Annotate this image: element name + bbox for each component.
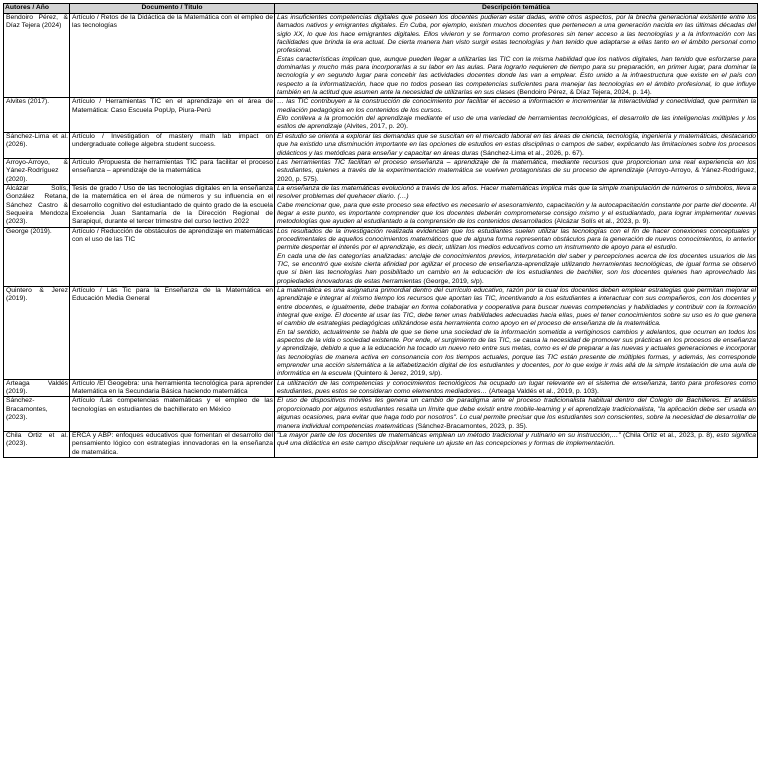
description-paragraph: [277, 432, 756, 449]
header-authors: Autores / Año: [4, 4, 70, 14]
quote-text: La enseñanza de las matemáticas evolucionó a través de los años. Hacer matemáticas implica más que la simple manipulación de números o símbolos, lleva a resolver problemas del quehacer diario. (…): [277, 184, 756, 201]
quote-tail-text: esto significa qu4 una didáctica en este campo disciplinar requiere un ajuste en las concepciones y formas de implementación.: [277, 431, 756, 448]
citation-text: (Quintero & Jerez, 2019, s/p).: [351, 370, 443, 378]
author-cell: Chila Ortiz et al. (2023).: [4, 431, 70, 457]
description-paragraph: [277, 98, 756, 115]
document-cell: Artículo / Investigation of mastery math lab impact on undergraduate college algebra student success.: [70, 132, 275, 158]
citation-text: (Alcázar Solís et al., 2023, p. 9).: [552, 218, 651, 226]
author-cell: Sánchez-Bracamontes, (2023).: [4, 397, 70, 431]
quote-text: La utilización de las competencias y conocimientos tecnológicos ha ocupado un lugar relevante en el sistema de enseñanza, tanto para profesores como estudiantes, pues estos se consideran como elementos mediadores…: [277, 379, 756, 396]
table-row: [4, 431, 758, 457]
table-header: [4, 4, 758, 14]
description-cell: [275, 397, 758, 431]
description-paragraph: [277, 133, 756, 158]
document-cell: ERCA y ABP: enfoques educativos que fomentan el desarrollo del pensamiento lógico con estrategias innovadoras en la enseñanza de matemática.: [70, 431, 275, 457]
document-cell: Artículo / Herramientas TIC en el aprendizaje en el área de Matemática: Caso Escuela PopUp, Piura-Perú: [70, 98, 275, 132]
citation-text: (George, 2019, s/p).: [421, 277, 484, 285]
description-paragraph: [277, 397, 756, 430]
description-cell: [275, 14, 758, 98]
description-cell: [275, 379, 758, 397]
description-paragraph: [277, 202, 756, 227]
literature-table: [3, 3, 758, 458]
author-cell: Quintero & Jerez (2019).: [4, 287, 70, 380]
document-cell: Artículo /Las competencias matemáticas y el empleo de las tecnologías en estudiantes de bachillerato en México: [70, 397, 275, 431]
header-row: [4, 4, 758, 14]
document-cell: Artículo / Reducción de obstáculos de aprendizaje en matemáticas con el uso de las TIC: [70, 227, 275, 286]
quote-text: Las insuficientes competencias digitales que poseen los docentes pudieran estar dadas, entre otros aspectos, por la brecha generacional existente entre los llamados nativos y emigrantes digitales. En Cuba, por ejemplo, existen muchos docentes que pertenecen a una generación nacida en las últimas décadas del siglo XX, lo que los hace emigrantes digitales. Ellos vivieron y se formaron como profesores sin tener acceso a las tecnologías y a la información con las facilidades que brinda la era actual. De cierta manera han visto surgir estas tecnologías y han tenido que adaptarse a ellas tanto en el ámbito personal como profesional.: [277, 14, 756, 55]
quote-text: … las TIC contribuyen a la construcción de conocimiento por facilitar el acceso a información e incrementar la interactividad y conectividad, que permiten la mediación pedagógica en los contenidos de los cursos.: [277, 98, 756, 114]
table-row: [4, 14, 758, 98]
author-cell: Alcázar Solís, González Retana, Sánchez Castro & Sequeira Mendoza (2023).: [4, 184, 70, 227]
table-row: [4, 227, 758, 286]
description-paragraph: [277, 228, 756, 253]
citation-text: (Alvites, 2017, p. 20).: [342, 123, 408, 131]
description-cell: [275, 184, 758, 227]
citation-text: (Arteaga Valdés et al., 2019, p. 103).: [487, 388, 599, 396]
citation-text: (Arroyo-Arroyo, & Yánez-Rodríguez, 2020, p. 575).: [277, 167, 757, 183]
description-paragraph: [277, 253, 756, 286]
description-cell: [275, 158, 758, 184]
quote-text: Estas características implican que, aunque pueden llegar a utilizarlas las TIC con la misma habilidad que los nativos digitales, han tenido que esforzarse para dominarlas y mucho más para incorporarlas a su labor en las aulas. Para lograrlo requieren de tiempo para su preparación, en primer lugar, para dominar la tecnología y en segundo lugar para concebir las actividades docentes donde las van a emplear. Esto unido a la infraestructura que existe en el país con respecto a la informatización, hace que no todos posean las competencias suficientes para manejar las tecnologías en el ámbito profesional, lo que influye también en la actitud que asumen ante la necesidad de utilizarlas en sus clases: [277, 55, 756, 97]
header-description: Descripción temática: [275, 4, 758, 14]
citation-text: (Chila Ortiz et al., 2023, p. 8),: [620, 431, 715, 439]
description-paragraph: [277, 159, 756, 184]
quote-text: La matemática es una asignatura primordial dentro del currículo educativo, razón por la cual los docentes deben emplear estrategias que permitan mejorar el aprendizaje e integrar al mismo tiempo los recursos que aportan las TIC, incentivando a los estudiantes a interactuar con sus compañeros, con los docentes y entre docentes, e igualmente, debe trabajar en forma colaborativa y cooperativa para buscar nuevas competencias y habilidades y contribuir con la formación integral que exige. El docente al usar las TIC, debe tener unas habilidades adecuadas hacia ellas, pues el tener conocimientos sobre su uso es lo que genera el cambio de estrategias pedagógicas utilizándose esta herramienta como apoyo en el proceso de enseñanza de la matemática.: [277, 287, 756, 328]
quote-text: "La mayor parte de los docentes de matemáticas emplean un método tradicional y rutinario en su instrucción,…": [277, 431, 621, 439]
document-cell: Artículo /El Geogebra: una herramienta tecnológica para aprender Matemática en la Secundaria Básica haciendo matemática: [70, 379, 275, 397]
description-paragraph: [277, 185, 756, 202]
header-document: Documento / Título: [70, 4, 275, 14]
document-cell: Artículo / Retos de la Didáctica de la Matemática con el empleo de las tecnologías: [70, 14, 275, 98]
table-row: [4, 98, 758, 132]
citation-text: (Sánchez-Bracamontes, 2023, p. 35).: [413, 422, 528, 430]
author-cell: George (2019).: [4, 227, 70, 286]
citation-text: (Sánchez-Lima et al., 2026, p. 67).: [478, 149, 584, 157]
document-cell: Artículo / Las Tic para la Enseñanza de la Matemática en Educación Media General: [70, 287, 275, 380]
description-cell: [275, 227, 758, 286]
quote-text: En cada una de las categorías analizadas: anclaje de conocimientos previos, interpretación del saber y percepciones acerca de los docentes usuarios de las TIC, se encontró que existe cierta afinidad por agilizar el proceso de enseñanza-aprendizaje utilizando herramientas tecnológicas, de igual forma se observó que si bien las tecnologías han posibilitado un cambio en la educación de los estudiantes de bachiller, son los docentes quienes han aprovechado las propiedades innovadoras de estas herramientas: [277, 252, 756, 285]
quote-text: El estudio se orienta a explorar las demandas que se suscitan en el mercado laboral en las áreas de ciencia, tecnología, ingeniería y matemáticas, destacando que ha existido una disminución importante en las opciones de estudios en estas disciplinas o campos de saber, explicando las limitaciones sobre los procesos didácticos y las metódicas para enseñar y capacitar en áreas duras: [277, 132, 756, 157]
description-paragraph: [277, 14, 756, 56]
description-cell: [275, 98, 758, 132]
quote-text: Las herramientas TIC facilitan el proceso enseñanza – aprendizaje de la matemática, mediante recursos que proporcionan una real experiencia en los estudiantes, quienes a través de la experimentación matemática se vuelven protagonistas de su proceso de aprendizaje: [277, 158, 756, 175]
author-cell: Arteaga Valdés (2019).: [4, 379, 70, 397]
table-row: [4, 184, 758, 227]
description-cell: [275, 431, 758, 457]
table-row: [4, 379, 758, 397]
description-paragraph: [277, 329, 756, 379]
document-cell: Artículo /Propuesta de herramientas TIC para facilitar el proceso enseñanza – aprendizaje de la matemática: [70, 158, 275, 184]
table-body: [4, 14, 758, 458]
quote-text: El uso de dispositivos móviles les genera un cambio de paradigma ante el proceso tradicionalista habitual dentro del Colegio de Bachilleres. El análisis proporcionado por algunos estudiantes resalta un límite que debe existir entre mobile-learning y el aprendizaje tradicionalista, "la aplicación debe ser usada en algunas ocasiones, para evitar que haga todo por nosotros". Lo cual permite precisar que los estudiantes son conscientes, sobre la necesidad de desarrollar de manera individual competencias matemáticas: [277, 397, 756, 430]
author-cell: Sánchez-Lima et al. (2026).: [4, 132, 70, 158]
quote-text: En tal sentido, actualmente se habla de que se tiene una sociedad de la información sometida a vertiginosos cambios y adelantos, que ocurren en todos los aspectos de la vida o sociedad existente. Por ende, el surgimiento de las TIC, se causa la necesidad de promover sus prácticas en los procesos de enseñanza y aprendizaje, debido a que a la educación ha tocado un nuevo reto entre sus metas, como es el de preparar a las nuevas y actuales generaciones e incorporar las tecnologías de manera activa en consonancia con los tiempos actuales, porque las TIC están presente de múltiples formas, y además, les corresponde emprender una acción sistemática a la alfabetización digital de los estudiantes y docentes, por lo que exige ir más allá de la simple instalación de una aula de informática en la escuela: [277, 328, 756, 378]
document-cell: Tesis de grado / Uso de las tecnologías digitales en la enseñanza de la matemática en el área de números y su influencia en el desarrollo cognitivo del estudiantado de quinto grado de la escuela Excelencia Juan Santamaría de la Dirección Regional de Sarapiquí, durante el tercer trimestre del curso lectivo 2022: [70, 184, 275, 227]
description-cell: [275, 287, 758, 380]
description-paragraph: [277, 287, 756, 329]
citation-text: (Bendoiro Pérez, & Díaz Tejera, 2024, p. 14).: [515, 89, 652, 97]
author-cell: Bendoiro Pérez, & Díaz Tejera (2024): [4, 14, 70, 98]
author-cell: Arroyo-Arroyo, & Yánez-Rodríguez (2020).: [4, 158, 70, 184]
table-row: [4, 158, 758, 184]
description-paragraph: [277, 56, 756, 98]
table-row: [4, 397, 758, 431]
description-paragraph: [277, 115, 756, 132]
table-row: [4, 132, 758, 158]
quote-text: Ello conlleva a la promoción del aprendizaje mediante el uso de una variedad de herramientas tecnológicas, el desarrollo de las inteligencias múltiples y los estilos de aprendizaje: [277, 115, 756, 131]
quote-text: Cabe mencionar que, para que este proceso sea efectivo es necesario el asesoramiento, capacitación y la autocapacitación constante por parte del docente. Al llegar a este punto, es importante comprender que los docentes deberán comprometerse consigo mismo y el estudiantado, para lograr implementar nuevas metodologías que ayuden al estudiantado a la comprensión de los contenidos desarrollados: [277, 201, 756, 226]
table-row: [4, 287, 758, 380]
description-cell: [275, 132, 758, 158]
quote-text: Los resultados de la investigación realizada evidencian que los estudiantes suelen utilizar las tecnologías con el fin de hacer conexiones conceptuales y procedimentales de aquellos conocimientos matemáticos que de alguna forma representan obstáculos para la generación de nuevos conocimientos, lo anterior permite despertar el interés por el aprendizaje, es decir, utilizan los medios educativos como un instrumento de apoyo para el estudio.: [277, 227, 756, 252]
author-cell: Alvites (2017).: [4, 98, 70, 132]
description-paragraph: [277, 380, 756, 397]
